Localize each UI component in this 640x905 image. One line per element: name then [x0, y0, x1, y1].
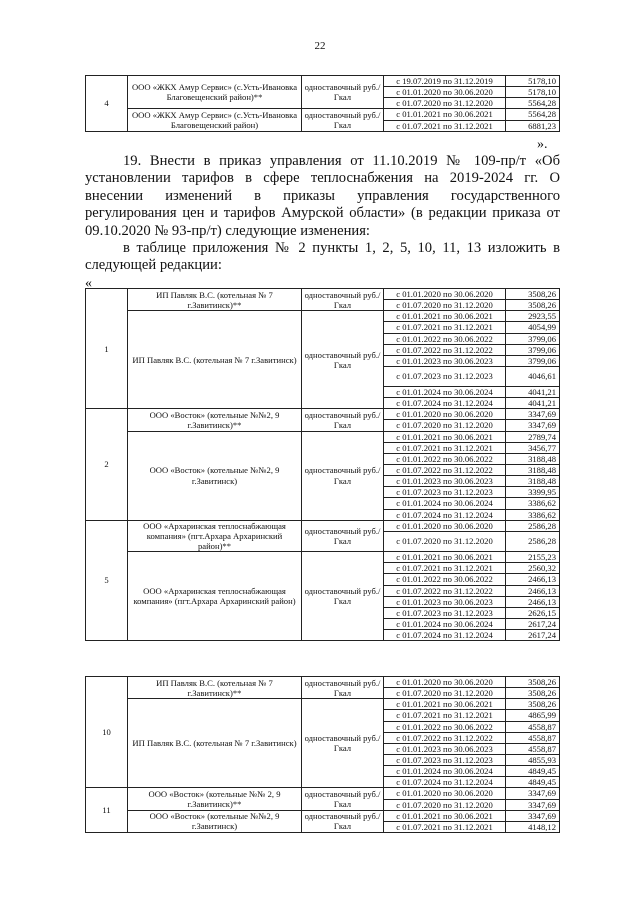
- organization-name: ООО «Архаринская теплоснабжающая компания» (пгт.Архара Архаринский район): [128, 552, 302, 641]
- tariff-period: с 01.01.2024 по 30.06.2024: [384, 498, 506, 509]
- table-row: [86, 520, 560, 531]
- tariff-period: с 01.07.2023 по 31.12.2023: [384, 366, 506, 386]
- tariff-period: с 01.01.2021 по 30.06.2021: [384, 311, 506, 322]
- table-row: [86, 409, 560, 420]
- organization-name: ООО «Восток» (котельные №№2, 9 г.Завитинск)**: [128, 409, 302, 431]
- tariff-value: 4054,99: [506, 322, 560, 333]
- tariff-period: с 01.01.2020 по 30.06.2020: [384, 289, 506, 300]
- tariff-period: с 01.01.2021 по 30.06.2021: [384, 810, 506, 821]
- tariff-period: с 01.07.2020 по 31.12.2020: [384, 688, 506, 699]
- table-row: [86, 109, 560, 120]
- tariff-value: 4046,61: [506, 366, 560, 386]
- tariff-value: 4558,87: [506, 743, 560, 754]
- tariff-value: 3456,77: [506, 442, 560, 453]
- table-row: [86, 76, 560, 87]
- item-number: 2: [86, 409, 128, 520]
- tariff-period: с 01.01.2024 по 30.06.2024: [384, 386, 506, 397]
- item-number: 10: [86, 677, 128, 788]
- tariff-value: 3508,26: [506, 688, 560, 699]
- tariff-value: 4855,93: [506, 754, 560, 765]
- tariff-period: с 01.07.2024 по 31.12.2024: [384, 398, 506, 409]
- tariff-period: с 01.07.2021 по 31.12.2021: [384, 322, 506, 333]
- tariff-unit: одноставочный руб./Гкал: [302, 431, 384, 520]
- tariff-value: 3799,06: [506, 344, 560, 355]
- tariff-value: 2466,13: [506, 596, 560, 607]
- organization-name: ИП Павляк В.С. (котельная № 7 г.Завитинск): [128, 699, 302, 788]
- tariff-period: с 01.01.2020 по 30.06.2020: [384, 677, 506, 688]
- tariff-value: 2617,24: [506, 618, 560, 629]
- tariff-period: с 01.07.2021 по 31.12.2021: [384, 563, 506, 574]
- tariff-period: с 01.01.2021 по 30.06.2021: [384, 552, 506, 563]
- tariff-table-items-10-11: [85, 676, 560, 833]
- tariff-value: 3799,06: [506, 355, 560, 366]
- tariff-value: 2155,23: [506, 552, 560, 563]
- tariff-period: с 01.01.2022 по 30.06.2022: [384, 453, 506, 464]
- tariff-unit: одноставочный руб./Гкал: [302, 699, 384, 788]
- item-number: 11: [86, 788, 128, 833]
- tariff-value: 4865,99: [506, 710, 560, 721]
- tariff-period: с 01.07.2022 по 31.12.2022: [384, 464, 506, 475]
- tariff-table-continuation: [85, 75, 560, 132]
- tariff-period: с 01.07.2020 по 31.12.2020: [384, 531, 506, 551]
- tariff-value: 4849,45: [506, 777, 560, 788]
- tariff-value: 2617,24: [506, 630, 560, 641]
- tariff-value: 3508,26: [506, 300, 560, 311]
- tariff-value: 4041,21: [506, 398, 560, 409]
- tariff-value: 2923,55: [506, 311, 560, 322]
- tariff-value: 3508,26: [506, 677, 560, 688]
- organization-name: ООО «Восток» (котельные №№ 2, 9 г.Завитинск)**: [128, 788, 302, 810]
- tariff-period: с 01.01.2023 по 30.06.2023: [384, 355, 506, 366]
- item-number: 5: [86, 520, 128, 641]
- tariff-period: с 01.07.2021 по 31.12.2021: [384, 710, 506, 721]
- tariff-unit: одноставочный руб./Гкал: [302, 788, 384, 810]
- tariff-period: с 01.07.2022 по 31.12.2022: [384, 732, 506, 743]
- tariff-period: с 19.07.2019 по 31.12.2019: [384, 76, 506, 87]
- tariff-period: с 01.07.2020 по 31.12.2020: [384, 420, 506, 431]
- tariff-unit: одноставочный руб./Гкал: [302, 409, 384, 431]
- organization-name: ИП Павляк В.С. (котельная № 7 г.Завитинск)**: [128, 289, 302, 311]
- table-row: [86, 289, 560, 300]
- table-row: [86, 810, 560, 821]
- tariff-value: 4041,21: [506, 386, 560, 397]
- table-row: [86, 677, 560, 688]
- tariff-value: 3347,69: [506, 409, 560, 420]
- tariff-period: с 01.01.2020 по 30.06.2020: [384, 788, 506, 799]
- tariff-value: 5564,28: [506, 109, 560, 120]
- tariff-value: 6881,23: [506, 120, 560, 131]
- tariff-value: 5178,10: [506, 76, 560, 87]
- tariff-period: с 01.01.2024 по 30.06.2024: [384, 618, 506, 629]
- page-number: 22: [314, 40, 326, 52]
- tariff-period: с 01.07.2024 по 31.12.2024: [384, 509, 506, 520]
- tariff-value: 3799,06: [506, 333, 560, 344]
- tariff-period: с 01.07.2023 по 31.12.2023: [384, 754, 506, 765]
- paragraph-19: 19. Внести в приказ управления от 11.10.2019 № 109-пр/т «Об установлении тарифов в сфере теплоснабжения на 2019-2024 гг. О внесении изменений в приказы управления государственного регулирования цен и тарифов Амурской области» (в редакции приказа от 09.10.2020 № 93-пр/т) следующие изменения:: [85, 153, 560, 239]
- tariff-period: с 01.01.2021 по 30.06.2021: [384, 109, 506, 120]
- tariff-period: с 01.01.2022 по 30.06.2022: [384, 721, 506, 732]
- tariff-value: 3347,69: [506, 788, 560, 799]
- table-row: [86, 311, 560, 322]
- tariff-value: 3399,95: [506, 487, 560, 498]
- organization-name: ООО «Архаринская теплоснабжающая компания» (пгт.Архара Архаринский район)**: [128, 520, 302, 551]
- tariff-period: с 01.07.2024 по 31.12.2024: [384, 630, 506, 641]
- tariff-period: с 01.01.2021 по 30.06.2021: [384, 699, 506, 710]
- tariff-value: 3347,69: [506, 810, 560, 821]
- tariff-period: с 01.07.2020 по 31.12.2020: [384, 300, 506, 311]
- table-row: [86, 699, 560, 710]
- tariff-period: с 01.07.2021 по 31.12.2021: [384, 442, 506, 453]
- tariff-value: 4558,87: [506, 732, 560, 743]
- tariff-value: 2586,28: [506, 520, 560, 531]
- item-number: 1: [86, 289, 128, 409]
- organization-name: ООО «ЖКХ Амур Сервис» (с.Усть-Ивановка Благовещенский район)**: [128, 76, 302, 109]
- tariff-value: 3347,69: [506, 420, 560, 431]
- tariff-unit: одноставочный руб./Гкал: [302, 311, 384, 409]
- table-row: [86, 552, 560, 563]
- tariff-value: 4148,12: [506, 821, 560, 832]
- tariff-value: 3188,48: [506, 476, 560, 487]
- tariff-unit: одноставочный руб./Гкал: [302, 810, 384, 832]
- organization-name: ООО «ЖКХ Амур Сервис» (с.Усть-Ивановка Благовещенский район): [128, 109, 302, 131]
- tariff-period: с 01.07.2021 по 31.12.2021: [384, 821, 506, 832]
- tariff-value: 3508,26: [506, 699, 560, 710]
- tariff-value: 3188,48: [506, 453, 560, 464]
- tariff-unit: одноставочный руб./Гкал: [302, 520, 384, 551]
- tariff-period: с 01.01.2024 по 30.06.2024: [384, 766, 506, 777]
- organization-name: ООО «Восток» (котельные №№2, 9 г.Завитинск): [128, 431, 302, 520]
- tariff-value: 4849,45: [506, 766, 560, 777]
- tariff-period: с 01.01.2020 по 30.06.2020: [384, 409, 506, 420]
- tariff-period: с 01.07.2021 по 31.12.2021: [384, 120, 506, 131]
- tariff-period: с 01.01.2023 по 30.06.2023: [384, 743, 506, 754]
- organization-name: ИП Павляк В.С. (котельная № 7 г.Завитинск): [128, 311, 302, 409]
- closing-quote: ».: [537, 137, 548, 152]
- tariff-unit: одноставочный руб./Гкал: [302, 76, 384, 109]
- tariff-period: с 01.07.2024 по 31.12.2024: [384, 777, 506, 788]
- organization-name: ООО «Восток» (котельные №№2, 9 г.Завитинск): [128, 810, 302, 832]
- tariff-unit: одноставочный руб./Гкал: [302, 289, 384, 311]
- tariff-value: 3386,62: [506, 498, 560, 509]
- table-row: [86, 788, 560, 799]
- item-number: 4: [86, 76, 128, 132]
- tariff-period: с 01.01.2023 по 30.06.2023: [384, 596, 506, 607]
- tariff-value: 2626,15: [506, 607, 560, 618]
- amendment-paragraph: [85, 153, 560, 275]
- tariff-unit: одноставочный руб./Гкал: [302, 677, 384, 699]
- tariff-period: с 01.07.2023 по 31.12.2023: [384, 607, 506, 618]
- tariff-value: 3347,69: [506, 799, 560, 810]
- tariff-value: 2466,13: [506, 574, 560, 585]
- tariff-value: 4558,87: [506, 721, 560, 732]
- tariff-period: с 01.07.2020 по 31.12.2020: [384, 98, 506, 109]
- tariff-period: с 01.01.2020 по 30.06.2020: [384, 520, 506, 531]
- tariff-value: 3188,48: [506, 464, 560, 475]
- tariff-unit: одноставочный руб./Гкал: [302, 109, 384, 131]
- tariff-value: 2560,32: [506, 563, 560, 574]
- tariff-period: с 01.01.2022 по 30.06.2022: [384, 333, 506, 344]
- tariff-period: с 01.07.2022 по 31.12.2022: [384, 344, 506, 355]
- paragraph-instruction: в таблице приложения № 2 пункты 1, 2, 5, 10, 11, 13 изложить в следующей редакции:: [85, 240, 560, 274]
- tariff-period: с 01.07.2023 по 31.12.2023: [384, 487, 506, 498]
- tariff-period: с 01.07.2020 по 31.12.2020: [384, 799, 506, 810]
- tariff-period: с 01.07.2022 по 31.12.2022: [384, 585, 506, 596]
- tariff-period: с 01.01.2021 по 30.06.2021: [384, 431, 506, 442]
- organization-name: ИП Павляк В.С. (котельная № 7 г.Завитинск)**: [128, 677, 302, 699]
- tariff-unit: одноставочный руб./Гкал: [302, 552, 384, 641]
- tariff-table-items-1-2-5: [85, 288, 560, 641]
- tariff-period: с 01.01.2022 по 30.06.2022: [384, 574, 506, 585]
- tariff-value: 2586,28: [506, 531, 560, 551]
- opening-quote: «: [85, 276, 92, 291]
- tariff-value: 5564,28: [506, 98, 560, 109]
- table-row: [86, 431, 560, 442]
- tariff-value: 3508,26: [506, 289, 560, 300]
- tariff-value: 5178,10: [506, 87, 560, 98]
- tariff-value: 2789,74: [506, 431, 560, 442]
- tariff-value: 2466,13: [506, 585, 560, 596]
- tariff-period: с 01.01.2023 по 30.06.2023: [384, 476, 506, 487]
- tariff-period: с 01.01.2020 по 30.06.2020: [384, 87, 506, 98]
- tariff-value: 3386,62: [506, 509, 560, 520]
